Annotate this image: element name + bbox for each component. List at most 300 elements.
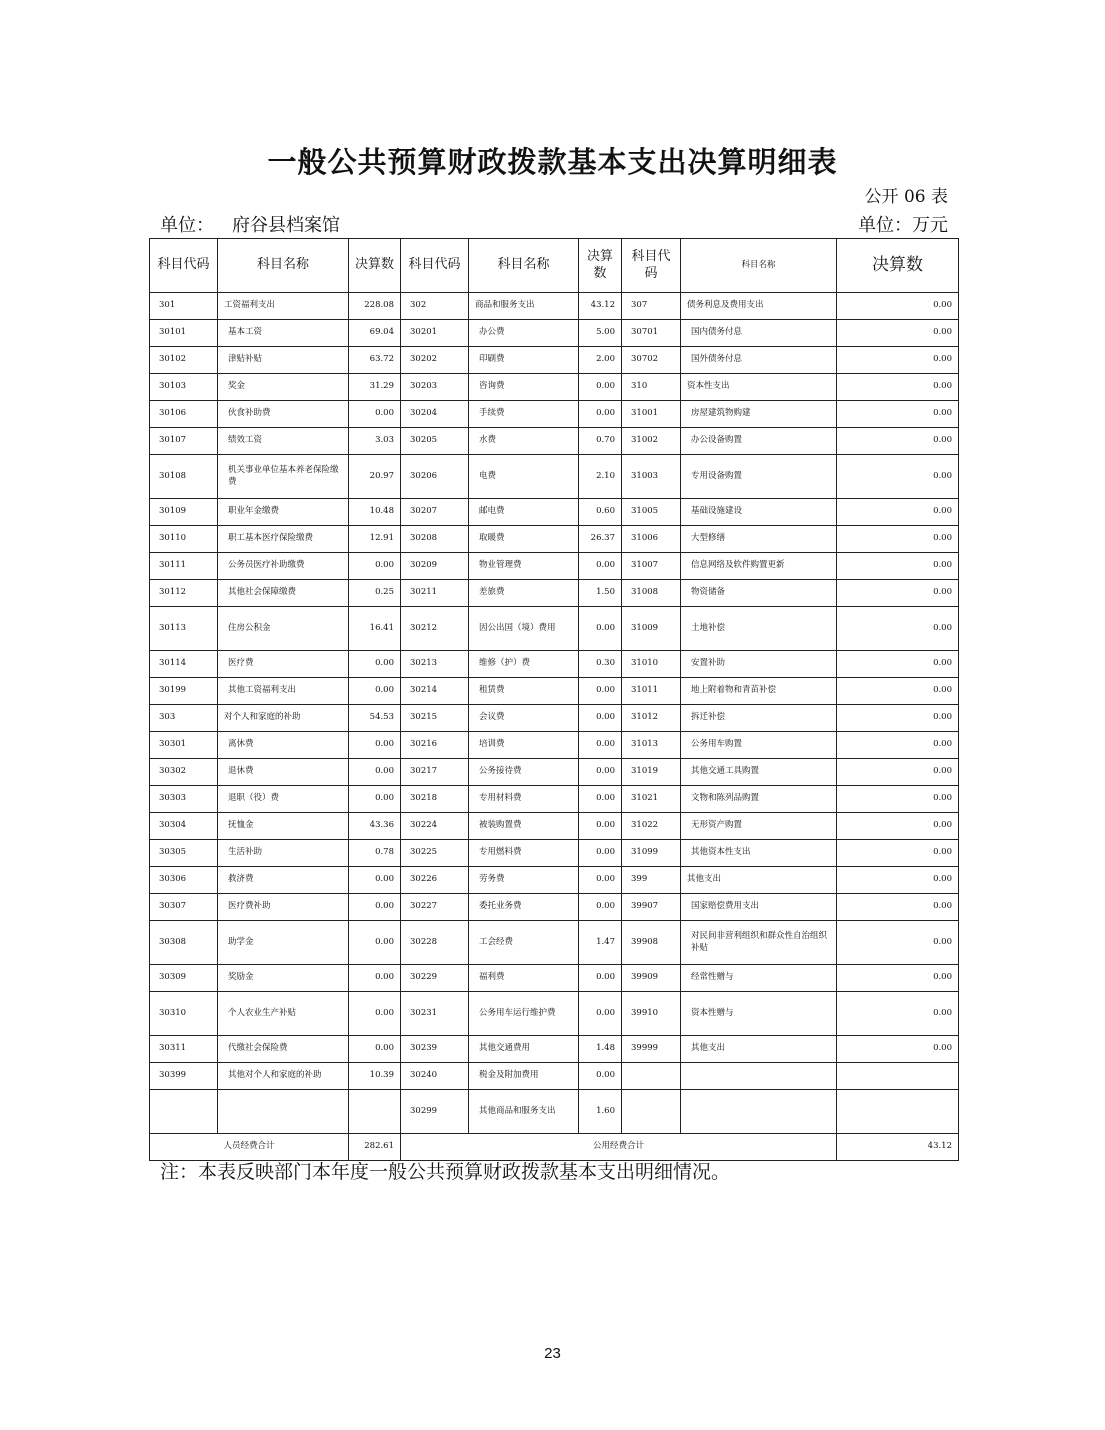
amount-cell: 0.00 (837, 867, 959, 894)
header-cell: 科目代码 (622, 239, 681, 293)
name-cell: 国外债务付息 (681, 347, 837, 374)
table-row (150, 813, 959, 840)
amount-cell: 0.00 (579, 705, 622, 732)
code-cell: 31002 (622, 428, 681, 455)
code-cell: 303 (150, 705, 218, 732)
amount-cell: 0.00 (579, 401, 622, 428)
name-cell: 商品和服务支出 (469, 293, 579, 320)
table-row (150, 786, 959, 813)
header-cell: 科目名称 (469, 239, 579, 293)
expense-detail-table (149, 238, 959, 1161)
amount-cell: 0.00 (349, 1036, 401, 1063)
amount-cell: 0.00 (349, 759, 401, 786)
amount-cell: 10.48 (349, 499, 401, 526)
amount-cell: 0.00 (579, 965, 622, 992)
code-cell: 31008 (622, 580, 681, 607)
name-cell: 印刷费 (469, 347, 579, 374)
name-cell: 津贴补贴 (218, 347, 349, 374)
amount-cell: 0.00 (837, 293, 959, 320)
code-cell: 31013 (622, 732, 681, 759)
name-cell: 职业年金缴费 (218, 499, 349, 526)
code-cell: 399 (622, 867, 681, 894)
code-cell: 30227 (401, 894, 469, 921)
code-cell: 31003 (622, 455, 681, 499)
amount-cell: 0.70 (579, 428, 622, 455)
name-cell: 其他交通工具购置 (681, 759, 837, 786)
public-total-label: 公用经费合计 (401, 1134, 837, 1161)
amount-cell: 20.97 (349, 455, 401, 499)
amount-cell: 0.00 (349, 965, 401, 992)
code-cell: 302 (401, 293, 469, 320)
amount-cell: 0.00 (579, 732, 622, 759)
name-cell: 奖金 (218, 374, 349, 401)
code-cell: 30214 (401, 678, 469, 705)
name-cell: 大型修缮 (681, 526, 837, 553)
code-cell: 30202 (401, 347, 469, 374)
table-row (150, 607, 959, 651)
amount-cell: 0.00 (349, 894, 401, 921)
code-cell: 39909 (622, 965, 681, 992)
code-cell: 30208 (401, 526, 469, 553)
code-cell: 31099 (622, 840, 681, 867)
name-cell: 专用设备购置 (681, 455, 837, 499)
unit-line (160, 211, 340, 237)
code-cell: 30217 (401, 759, 469, 786)
code-cell (622, 1063, 681, 1090)
name-cell: 公务接待费 (469, 759, 579, 786)
money-unit: 单位：万元 (858, 215, 948, 236)
amount-cell: 0.00 (837, 455, 959, 499)
name-cell: 被装购置费 (469, 813, 579, 840)
code-cell: 39907 (622, 894, 681, 921)
table-row (150, 965, 959, 992)
name-cell: 其他支出 (681, 867, 837, 894)
name-cell: 对个人和家庭的补助 (218, 705, 349, 732)
amount-cell: 0.00 (837, 894, 959, 921)
code-cell: 30303 (150, 786, 218, 813)
amount-cell: 0.25 (349, 580, 401, 607)
name-cell: 其他交通费用 (469, 1036, 579, 1063)
name-cell: 因公出国（境）费用 (469, 607, 579, 651)
table-row (150, 580, 959, 607)
code-cell (150, 1090, 218, 1134)
name-cell: 专用燃料费 (469, 840, 579, 867)
code-cell: 31012 (622, 705, 681, 732)
name-cell: 住房公积金 (218, 607, 349, 651)
amount-cell: 1.50 (579, 580, 622, 607)
header-cell: 科目代码 (401, 239, 469, 293)
amount-cell: 16.41 (349, 607, 401, 651)
amount-cell: 54.53 (349, 705, 401, 732)
name-cell: 退休费 (218, 759, 349, 786)
code-cell: 31010 (622, 651, 681, 678)
name-cell: 委托业务费 (469, 894, 579, 921)
code-cell: 30205 (401, 428, 469, 455)
code-cell: 30107 (150, 428, 218, 455)
amount-cell: 69.04 (349, 320, 401, 347)
form-number: 公开 06 表 (864, 187, 948, 207)
header-cell: 科目代码 (150, 239, 218, 293)
table-row (150, 1063, 959, 1090)
unit-org: 府谷县档案馆 (232, 215, 340, 236)
code-cell: 31019 (622, 759, 681, 786)
code-cell: 30109 (150, 499, 218, 526)
personnel-total-label: 人员经费合计 (150, 1134, 349, 1161)
name-cell: 公务员医疗补助缴费 (218, 553, 349, 580)
code-cell: 30308 (150, 921, 218, 965)
code-cell: 30310 (150, 992, 218, 1036)
name-cell: 其他对个人和家庭的补助 (218, 1063, 349, 1090)
name-cell: 退职（役）费 (218, 786, 349, 813)
name-cell: 国家赔偿费用支出 (681, 894, 837, 921)
amount-cell: 2.10 (579, 455, 622, 499)
code-cell: 30299 (401, 1090, 469, 1134)
amount-cell: 0.00 (837, 786, 959, 813)
amount-cell: 0.00 (349, 921, 401, 965)
amount-cell: 0.00 (579, 678, 622, 705)
amount-cell: 1.47 (579, 921, 622, 965)
header-cell: 决算数 (349, 239, 401, 293)
table-row (150, 455, 959, 499)
code-cell: 30229 (401, 965, 469, 992)
table-row (150, 705, 959, 732)
code-cell: 30307 (150, 894, 218, 921)
code-cell: 30106 (150, 401, 218, 428)
table-row (150, 867, 959, 894)
code-cell: 39999 (622, 1036, 681, 1063)
code-cell: 30207 (401, 499, 469, 526)
name-cell: 公务用车运行维护费 (469, 992, 579, 1036)
name-cell: 拆迁补偿 (681, 705, 837, 732)
code-cell: 30226 (401, 867, 469, 894)
name-cell: 维修（护）费 (469, 651, 579, 678)
name-cell: 基础设施建设 (681, 499, 837, 526)
table-row (150, 293, 959, 320)
amount-cell: 3.03 (349, 428, 401, 455)
amount-cell: 0.00 (837, 965, 959, 992)
name-cell: 资本性支出 (681, 374, 837, 401)
header-cell: 科目名称 (218, 239, 349, 293)
amount-cell: 5.00 (579, 320, 622, 347)
amount-cell: 0.60 (579, 499, 622, 526)
amount-cell: 0.00 (579, 607, 622, 651)
amount-cell: 0.00 (837, 499, 959, 526)
name-cell: 办公费 (469, 320, 579, 347)
name-cell: 伙食补助费 (218, 401, 349, 428)
amount-cell: 0.00 (837, 921, 959, 965)
name-cell: 医疗费补助 (218, 894, 349, 921)
name-cell: 邮电费 (469, 499, 579, 526)
amount-cell: 0.00 (837, 347, 959, 374)
table-row (150, 347, 959, 374)
name-cell: 土地补偿 (681, 607, 837, 651)
table-row (150, 374, 959, 401)
name-cell: 抚恤金 (218, 813, 349, 840)
amount-cell: 0.00 (837, 428, 959, 455)
name-cell: 医疗费 (218, 651, 349, 678)
amount-cell: 0.00 (837, 553, 959, 580)
amount-cell: 0.00 (349, 867, 401, 894)
amount-cell: 10.39 (349, 1063, 401, 1090)
code-cell: 30101 (150, 320, 218, 347)
amount-cell: 0.00 (837, 401, 959, 428)
code-cell: 310 (622, 374, 681, 401)
code-cell (622, 1090, 681, 1134)
code-cell: 30204 (401, 401, 469, 428)
name-cell: 物资储备 (681, 580, 837, 607)
name-cell: 无形资产购置 (681, 813, 837, 840)
amount-cell: 63.72 (349, 347, 401, 374)
code-cell: 30240 (401, 1063, 469, 1090)
code-cell: 30701 (622, 320, 681, 347)
name-cell: 公务用车购置 (681, 732, 837, 759)
code-cell: 31006 (622, 526, 681, 553)
name-cell: 救济费 (218, 867, 349, 894)
code-cell: 307 (622, 293, 681, 320)
name-cell: 手续费 (469, 401, 579, 428)
name-cell: 其他商品和服务支出 (469, 1090, 579, 1134)
header-cell: 科目名称 (681, 239, 837, 293)
code-cell: 39910 (622, 992, 681, 1036)
name-cell: 培训费 (469, 732, 579, 759)
name-cell: 债务利息及费用支出 (681, 293, 837, 320)
amount-cell: 26.37 (579, 526, 622, 553)
code-cell: 30301 (150, 732, 218, 759)
name-cell: 房屋建筑物购建 (681, 401, 837, 428)
amount-cell: 0.00 (579, 992, 622, 1036)
amount-cell: 0.00 (349, 651, 401, 678)
code-cell: 30211 (401, 580, 469, 607)
amount-cell: 0.00 (837, 705, 959, 732)
name-cell: 奖励金 (218, 965, 349, 992)
code-cell: 30110 (150, 526, 218, 553)
name-cell: 助学金 (218, 921, 349, 965)
amount-cell: 43.12 (579, 293, 622, 320)
name-cell: 其他社会保障缴费 (218, 580, 349, 607)
amount-cell: 0.00 (837, 678, 959, 705)
code-cell: 30311 (150, 1036, 218, 1063)
code-cell: 31021 (622, 786, 681, 813)
amount-cell: 228.08 (349, 293, 401, 320)
amount-cell: 12.91 (349, 526, 401, 553)
public-total-value: 43.12 (837, 1134, 959, 1161)
page-number: 23 (544, 1345, 561, 1362)
name-cell: 对民间非营利组织和群众性自治组织补贴 (681, 921, 837, 965)
code-cell: 30113 (150, 607, 218, 651)
amount-cell: 0.00 (837, 374, 959, 401)
table-row (150, 526, 959, 553)
code-cell: 30213 (401, 651, 469, 678)
amount-cell: 0.00 (579, 867, 622, 894)
amount-cell: 0.00 (837, 526, 959, 553)
name-cell: 个人农业生产补贴 (218, 992, 349, 1036)
table-row (150, 428, 959, 455)
name-cell: 离休费 (218, 732, 349, 759)
amount-cell: 0.00 (837, 759, 959, 786)
amount-cell: 0.00 (579, 813, 622, 840)
code-cell: 30702 (622, 347, 681, 374)
code-cell: 30399 (150, 1063, 218, 1090)
amount-cell: 0.30 (579, 651, 622, 678)
amount-cell: 0.00 (837, 651, 959, 678)
code-cell: 30224 (401, 813, 469, 840)
name-cell: 水费 (469, 428, 579, 455)
code-cell: 30199 (150, 678, 218, 705)
code-cell: 30302 (150, 759, 218, 786)
table-row (150, 992, 959, 1036)
name-cell: 安置补助 (681, 651, 837, 678)
personnel-total-value: 282.61 (349, 1134, 401, 1161)
name-cell: 机关事业单位基本养老保险缴费 (218, 455, 349, 499)
footnote: 注：本表反映部门本年度一般公共预算财政拨款基本支出明细情况。 (160, 1161, 731, 1183)
name-cell: 会议费 (469, 705, 579, 732)
page-title: 一般公共预算财政拨款基本支出决算明细表 (267, 145, 838, 179)
amount-cell: 0.00 (837, 813, 959, 840)
name-cell: 办公设备购置 (681, 428, 837, 455)
name-cell (681, 1090, 837, 1134)
code-cell: 30225 (401, 840, 469, 867)
amount-cell: 1.60 (579, 1090, 622, 1134)
amount-cell: 2.00 (579, 347, 622, 374)
name-cell: 其他资本性支出 (681, 840, 837, 867)
code-cell: 30228 (401, 921, 469, 965)
code-cell: 30108 (150, 455, 218, 499)
name-cell: 咨询费 (469, 374, 579, 401)
name-cell: 职工基本医疗保险缴费 (218, 526, 349, 553)
amount-cell (837, 1090, 959, 1134)
name-cell (218, 1090, 349, 1134)
amount-cell: 0.00 (579, 894, 622, 921)
amount-cell (837, 1063, 959, 1090)
amount-cell: 0.00 (349, 732, 401, 759)
code-cell: 30209 (401, 553, 469, 580)
table-row (150, 678, 959, 705)
code-cell: 30203 (401, 374, 469, 401)
code-cell: 30103 (150, 374, 218, 401)
amount-cell: 0.00 (837, 992, 959, 1036)
amount-cell: 0.00 (837, 732, 959, 759)
code-cell: 30239 (401, 1036, 469, 1063)
header-cell: 决算数 (579, 239, 622, 293)
amount-cell: 0.00 (579, 786, 622, 813)
table-row (150, 320, 959, 347)
amount-cell: 31.29 (349, 374, 401, 401)
amount-cell: 0.00 (837, 580, 959, 607)
name-cell: 专用材料费 (469, 786, 579, 813)
amount-cell: 0.00 (579, 553, 622, 580)
name-cell: 地上附着物和青苗补偿 (681, 678, 837, 705)
code-cell: 31009 (622, 607, 681, 651)
name-cell: 福利费 (469, 965, 579, 992)
table-row (150, 759, 959, 786)
name-cell: 资本性赠与 (681, 992, 837, 1036)
name-cell: 取暖费 (469, 526, 579, 553)
code-cell: 30304 (150, 813, 218, 840)
code-cell: 30231 (401, 992, 469, 1036)
code-cell: 30111 (150, 553, 218, 580)
name-cell: 工会经费 (469, 921, 579, 965)
code-cell: 30305 (150, 840, 218, 867)
amount-cell: 43.36 (349, 813, 401, 840)
table-row (150, 840, 959, 867)
code-cell: 30218 (401, 786, 469, 813)
amount-cell: 0.00 (837, 840, 959, 867)
code-cell: 30201 (401, 320, 469, 347)
amount-cell (349, 1090, 401, 1134)
code-cell: 30206 (401, 455, 469, 499)
table-row (150, 553, 959, 580)
name-cell: 物业管理费 (469, 553, 579, 580)
name-cell: 生活补助 (218, 840, 349, 867)
header-row (150, 239, 959, 293)
table-row (150, 921, 959, 965)
code-cell: 30216 (401, 732, 469, 759)
name-cell: 电费 (469, 455, 579, 499)
name-cell: 劳务费 (469, 867, 579, 894)
name-cell: 其他支出 (681, 1036, 837, 1063)
name-cell: 差旅费 (469, 580, 579, 607)
code-cell: 31007 (622, 553, 681, 580)
code-cell: 30112 (150, 580, 218, 607)
code-cell: 30114 (150, 651, 218, 678)
name-cell: 绩效工资 (218, 428, 349, 455)
table-row (150, 401, 959, 428)
name-cell: 经常性赠与 (681, 965, 837, 992)
name-cell: 基本工资 (218, 320, 349, 347)
amount-cell: 0.00 (579, 759, 622, 786)
code-cell: 30306 (150, 867, 218, 894)
name-cell: 代缴社会保险费 (218, 1036, 349, 1063)
name-cell: 国内债务付息 (681, 320, 837, 347)
amount-cell: 0.00 (349, 786, 401, 813)
table-row (150, 499, 959, 526)
amount-cell: 0.00 (579, 1063, 622, 1090)
amount-cell: 0.00 (579, 840, 622, 867)
name-cell (681, 1063, 837, 1090)
amount-cell: 0.00 (349, 401, 401, 428)
name-cell: 其他工资福利支出 (218, 678, 349, 705)
code-cell: 39908 (622, 921, 681, 965)
amount-cell: 0.00 (349, 992, 401, 1036)
table-row (150, 894, 959, 921)
table-row (150, 1090, 959, 1134)
name-cell: 税金及附加费用 (469, 1063, 579, 1090)
amount-cell: 1.48 (579, 1036, 622, 1063)
amount-cell: 0.00 (349, 678, 401, 705)
code-cell: 301 (150, 293, 218, 320)
code-cell: 31005 (622, 499, 681, 526)
code-cell: 31001 (622, 401, 681, 428)
table-row (150, 651, 959, 678)
code-cell: 30215 (401, 705, 469, 732)
name-cell: 文物和陈列品购置 (681, 786, 837, 813)
name-cell: 租赁费 (469, 678, 579, 705)
amount-cell: 0.00 (837, 607, 959, 651)
table-row (150, 732, 959, 759)
unit-label: 单位： (160, 215, 214, 236)
amount-cell: 0.00 (837, 320, 959, 347)
code-cell: 31011 (622, 678, 681, 705)
code-cell: 31022 (622, 813, 681, 840)
header-cell: 决算数 (837, 239, 959, 293)
amount-cell: 0.78 (349, 840, 401, 867)
amount-cell: 0.00 (837, 1036, 959, 1063)
amount-cell: 0.00 (349, 553, 401, 580)
code-cell: 30309 (150, 965, 218, 992)
code-cell: 30212 (401, 607, 469, 651)
amount-cell: 0.00 (579, 374, 622, 401)
name-cell: 工资福利支出 (218, 293, 349, 320)
